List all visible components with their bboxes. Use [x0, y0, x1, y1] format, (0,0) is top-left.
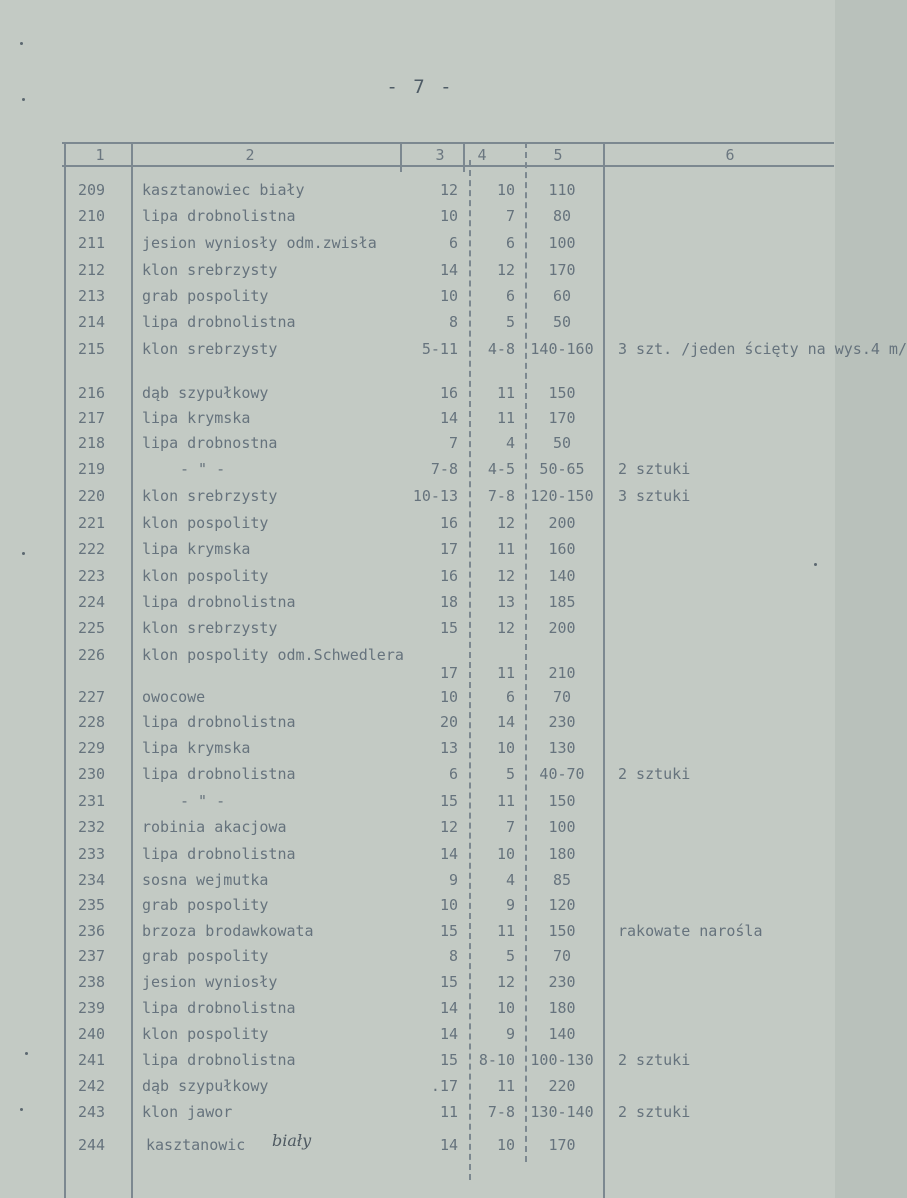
column-3-value: 6	[448, 234, 458, 252]
column-4-value: 9	[505, 1025, 515, 1043]
column-5-value: 85	[552, 871, 572, 889]
table-row	[0, 688, 835, 714]
tree-species: lipa drobnolistna	[142, 207, 296, 225]
column-4-value: 10	[496, 845, 515, 863]
column-5-value: 150	[548, 922, 576, 940]
column-5-value: 120	[548, 896, 576, 914]
column-3-value: 7-8	[430, 460, 458, 478]
column-4-value: 11	[496, 792, 515, 810]
column-5-value: 130-140	[530, 1103, 594, 1121]
column-3-value: 15	[439, 922, 458, 940]
table-row	[0, 460, 835, 486]
column-4-value: 5	[505, 765, 515, 783]
column-header-5: 5	[553, 146, 563, 164]
column-5-value: 120-150	[530, 487, 594, 505]
table-row	[0, 593, 835, 619]
table-row	[0, 384, 835, 410]
column-4-value: 11	[496, 1077, 515, 1095]
column-5-value: 80	[552, 207, 572, 225]
column-3-value: 15	[439, 619, 458, 637]
tree-number: 211	[78, 234, 106, 252]
column-header-2: 2	[245, 146, 255, 164]
table-row	[0, 1103, 835, 1129]
column-5-value: 170	[548, 1136, 576, 1154]
column-4-value: 8-10	[478, 1051, 515, 1069]
tree-number: 232	[78, 818, 106, 836]
tree-number: 233	[78, 845, 106, 863]
tree-species: lipa drobnolistna	[142, 593, 296, 611]
tree-number: 225	[78, 619, 106, 637]
column-5-value: 160	[548, 540, 576, 558]
table-row	[0, 287, 835, 313]
column-5-value: 230	[548, 713, 576, 731]
remarks: 3 szt. /jeden ścięty na wys.4 m/	[618, 340, 907, 358]
column-5-value: 70	[552, 947, 572, 965]
handwritten-correction: biały	[272, 1131, 312, 1150]
column-3-value: 20	[439, 713, 458, 731]
table-row	[0, 713, 835, 739]
column-5-value: 140-160	[530, 340, 594, 358]
table-row	[0, 207, 835, 233]
column-4-value: 12	[496, 973, 515, 991]
column-4-value: 12	[496, 567, 515, 585]
column-5-value: 170	[548, 409, 576, 427]
table-row	[0, 739, 835, 765]
column-3-value: 16	[439, 384, 458, 402]
column-divider-3	[463, 142, 465, 172]
column-3-value: 9	[448, 871, 458, 889]
tree-number: 231	[78, 792, 106, 810]
tree-number: 220	[78, 487, 106, 505]
remarks: 2 sztuki	[618, 765, 691, 783]
tree-number: 236	[78, 922, 106, 940]
column-4-value: 4-8	[487, 340, 515, 358]
table-row	[0, 845, 835, 871]
tree-species: lipa drobnolistna	[142, 999, 296, 1017]
column-4-value: 7-8	[487, 487, 515, 505]
tree-number: 228	[78, 713, 106, 731]
tree-species: kasztanowic	[146, 1136, 246, 1154]
tree-number: 242	[78, 1077, 106, 1095]
tree-species: lipa drobnolistna	[142, 713, 296, 731]
column-4-value: 10	[496, 999, 515, 1017]
tree-number: 237	[78, 947, 106, 965]
tree-species: jesion wyniosły odm.zwisła	[142, 234, 377, 252]
tree-species: dąb szypułkowy	[142, 1077, 269, 1095]
tree-species: lipa krymska	[142, 739, 251, 757]
column-3-value: 14	[439, 261, 458, 279]
column-5-value: 130	[548, 739, 576, 757]
column-5-value: 180	[548, 999, 576, 1017]
table-row	[0, 1131, 835, 1162]
column-3-value: 8	[448, 947, 458, 965]
column-5-value: 140	[548, 1025, 576, 1043]
tree-species: klon jawor	[142, 1103, 233, 1121]
tree-number: 216	[78, 384, 106, 402]
table-header-border	[62, 165, 834, 167]
tree-species: lipa drobnolistna	[142, 845, 296, 863]
column-4-value: 4	[505, 871, 515, 889]
column-4-value: 13	[496, 593, 515, 611]
column-5-value: 50	[552, 434, 572, 452]
column-5-value: 200	[548, 619, 576, 637]
column-3-value: 11	[439, 1103, 458, 1121]
tree-number: 238	[78, 973, 106, 991]
column-3-value: 15	[439, 792, 458, 810]
table-row	[0, 896, 835, 922]
tree-number: 239	[78, 999, 106, 1017]
column-5-value: 50	[552, 313, 572, 331]
column-4-value: 5	[505, 313, 515, 331]
column-4-value: 9	[505, 896, 515, 914]
tree-species: klon srebrzysty	[142, 619, 278, 637]
tree-species: lipa drobnolistna	[142, 765, 296, 783]
column-4-value: 6	[505, 287, 515, 305]
column-4-value: 10	[496, 1136, 515, 1154]
column-header-1: 1	[95, 146, 105, 164]
tree-number: 240	[78, 1025, 106, 1043]
table-row	[0, 947, 835, 973]
column-3-value: 14	[439, 1136, 458, 1154]
column-4-value: 10	[496, 181, 515, 199]
tree-species: klon srebrzysty	[142, 340, 278, 358]
table-row	[0, 181, 835, 207]
paper-speck	[20, 1108, 23, 1111]
column-3-value: 16	[439, 514, 458, 532]
table-row	[0, 234, 835, 260]
column-4-value: 12	[496, 261, 515, 279]
column-3-value: 12	[439, 181, 458, 199]
paper-speck	[22, 98, 25, 101]
column-4-value: 12	[496, 514, 515, 532]
paper-speck	[25, 1052, 28, 1055]
table-row	[0, 340, 907, 384]
column-5-value: 50-65	[539, 460, 585, 478]
column-5-value: 220	[548, 1077, 576, 1095]
tree-species: klon pospolity	[142, 567, 269, 585]
column-divider-2	[400, 142, 402, 172]
column-3-value: 13	[439, 739, 458, 757]
tree-number: 213	[78, 287, 106, 305]
column-4-value: 7	[505, 207, 515, 225]
tree-number: 217	[78, 409, 106, 427]
column-4-value: 4	[505, 434, 515, 452]
tree-species: lipa drobnolistna	[142, 313, 296, 331]
column-3-value: .17	[430, 1077, 458, 1095]
column-3-value: 14	[439, 845, 458, 863]
column-5-value: 185	[548, 593, 576, 611]
column-4-value: 7-8	[487, 1103, 515, 1121]
column-3-value: 10	[439, 688, 458, 706]
table-row	[0, 765, 835, 791]
table-row	[0, 1025, 835, 1051]
tree-number: 243	[78, 1103, 106, 1121]
tree-species: klon srebrzysty	[142, 261, 278, 279]
table-row	[0, 514, 835, 540]
table-row	[0, 567, 835, 593]
tree-species: klon srebrzysty	[142, 487, 278, 505]
column-5-value: 100-130	[530, 1051, 594, 1069]
tree-number: 224	[78, 593, 106, 611]
column-3-value: 10-13	[412, 487, 458, 505]
tree-number: 226	[78, 646, 106, 664]
column-4-value: 6	[505, 234, 515, 252]
tree-number: 210	[78, 207, 106, 225]
tree-number: 230	[78, 765, 106, 783]
column-3-value: 12	[439, 818, 458, 836]
tree-species: - " -	[180, 460, 226, 478]
column-4-value: 4-5	[487, 460, 515, 478]
column-4-value: 14	[496, 713, 515, 731]
column-3-value: 8	[448, 313, 458, 331]
column-4-value: 6	[505, 688, 515, 706]
column-5-value: 180	[548, 845, 576, 863]
tree-number: 227	[78, 688, 106, 706]
column-5-value: 230	[548, 973, 576, 991]
column-4-value: 10	[496, 739, 515, 757]
column-4-value: 7	[505, 818, 515, 836]
paper-speck	[20, 42, 23, 45]
column-5-value: 150	[548, 384, 576, 402]
remarks: 2 sztuki	[618, 1051, 691, 1069]
tree-number: 222	[78, 540, 106, 558]
table-row	[0, 922, 835, 948]
column-3-value: 16	[439, 567, 458, 585]
column-3-value: 5-11	[421, 340, 458, 358]
column-header-6: 6	[725, 146, 735, 164]
column-5-value: 40-70	[539, 765, 585, 783]
tree-species: sosna wejmutka	[142, 871, 269, 889]
tree-species: lipa drobnolistna	[142, 1051, 296, 1069]
tree-number: 235	[78, 896, 106, 914]
table-row	[0, 487, 835, 513]
tree-species: lipa krymska	[142, 540, 251, 558]
column-3-value: 10	[439, 287, 458, 305]
tree-number: 234	[78, 871, 106, 889]
tree-species: grab pospolity	[142, 287, 269, 305]
column-5-value: 110	[548, 181, 576, 199]
column-3-value: 17	[439, 664, 458, 682]
table-row	[0, 871, 835, 897]
column-5-value: 100	[548, 818, 576, 836]
tree-species: klon pospolity odm.Schwedlera	[142, 646, 404, 664]
table-row	[0, 646, 835, 688]
column-4-value: 11	[496, 922, 515, 940]
column-3-value: 18	[439, 593, 458, 611]
tree-species: grab pospolity	[142, 896, 269, 914]
tree-species: brzoza brodawkowata	[142, 922, 314, 940]
table-top-border	[62, 142, 834, 144]
column-5-value: 170	[548, 261, 576, 279]
tree-number: 221	[78, 514, 106, 532]
column-4-value: 11	[496, 409, 515, 427]
column-5-value: 70	[552, 688, 572, 706]
column-5-value: 200	[548, 514, 576, 532]
tree-species: grab pospolity	[142, 947, 269, 965]
column-3-value: 15	[439, 1051, 458, 1069]
column-5-value: 140	[548, 567, 576, 585]
tree-species: robinia akacjowa	[142, 818, 287, 836]
tree-number: 229	[78, 739, 106, 757]
column-5-value: 100	[548, 234, 576, 252]
tree-species: lipa krymska	[142, 409, 251, 427]
tree-species: dąb szypułkowy	[142, 384, 269, 402]
tree-number: 215	[78, 340, 106, 358]
table-row	[0, 313, 835, 339]
column-4-value: 11	[496, 540, 515, 558]
column-4-value: 11	[496, 384, 515, 402]
tree-number: 241	[78, 1051, 106, 1069]
table-row	[0, 1051, 835, 1077]
remarks: 2 sztuki	[618, 460, 691, 478]
column-4-value: 5	[505, 947, 515, 965]
page-number: - 7 -	[386, 76, 454, 98]
tree-species: owocowe	[142, 688, 206, 706]
paper-speck	[814, 563, 817, 566]
tree-number: 223	[78, 567, 106, 585]
column-4-value: 12	[496, 619, 515, 637]
tree-number: 214	[78, 313, 106, 331]
tree-number: 244	[78, 1136, 106, 1154]
table-row	[0, 792, 835, 818]
tree-species: kasztanowiec biały	[142, 181, 305, 199]
remarks: rakowate narośla	[618, 922, 763, 940]
tree-species: - " -	[180, 792, 226, 810]
tree-number: 218	[78, 434, 106, 452]
column-4-value: 11	[496, 664, 515, 682]
column-3-value: 10	[439, 896, 458, 914]
column-5-value: 150	[548, 792, 576, 810]
table-row	[0, 999, 835, 1025]
column-3-value: 14	[439, 1025, 458, 1043]
table-row	[0, 261, 835, 287]
table-row	[0, 1077, 835, 1103]
column-5-value: 60	[552, 287, 572, 305]
column-3-value: 14	[439, 409, 458, 427]
column-header-3: 3	[435, 146, 445, 164]
paper-speck	[22, 552, 25, 555]
table-row	[0, 818, 835, 844]
column-5-value: 210	[548, 664, 576, 682]
table-row	[0, 409, 835, 435]
tree-number: 212	[78, 261, 106, 279]
column-3-value: 7	[448, 434, 458, 452]
tree-number: 209	[78, 181, 106, 199]
column-3-value: 10	[439, 207, 458, 225]
table-row	[0, 973, 835, 999]
remarks: 2 sztuki	[618, 1103, 691, 1121]
table-row	[0, 540, 835, 566]
tree-species: klon pospolity	[142, 514, 269, 532]
tree-species: lipa drobnostna	[142, 434, 278, 452]
column-header-4: 4	[477, 146, 487, 164]
column-3-value: 15	[439, 973, 458, 991]
tree-species: jesion wyniosły	[142, 973, 278, 991]
table-row	[0, 434, 835, 460]
tree-number: 219	[78, 460, 106, 478]
column-3-value: 14	[439, 999, 458, 1017]
remarks: 3 sztuki	[618, 487, 691, 505]
table-row	[0, 619, 835, 645]
column-3-value: 17	[439, 540, 458, 558]
column-3-value: 6	[448, 765, 458, 783]
tree-species: klon pospolity	[142, 1025, 269, 1043]
